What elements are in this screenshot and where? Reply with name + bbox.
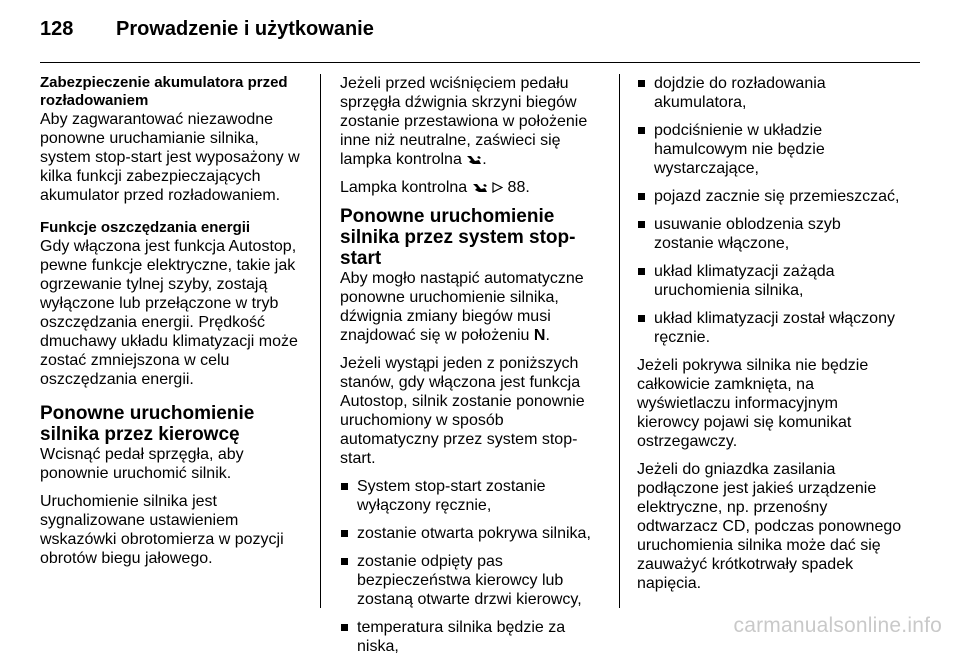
- paragraph: Uruchomienie silnika jest sygnalizowane ustawieniem wskazówki obrotomierza w pozycji obrotów biegu jałowego.: [40, 493, 284, 567]
- paragraph: Wcisnąć pedał sprzęgła, aby ponownie uruchomić silnik.: [40, 446, 244, 482]
- column-divider: [619, 74, 620, 608]
- paragraph-text: Jeżeli przed wciśnięciem pedału sprzęgła dźwignia skrzyni biegów zostanie przestawiona w położenie inne niż neutralne, zaświeci się lampka kontrolna: [340, 75, 588, 168]
- autostop-lamp-icon: [472, 183, 488, 193]
- watermark: carmanualsonline.info: [733, 614, 942, 637]
- condition-list: [340, 477, 596, 656]
- list-item: [637, 309, 903, 347]
- paragraph-text: Lampka kontrolna: [340, 179, 468, 196]
- section-heading: Ponowne uruchomienie silnika przez system stop-start: [340, 206, 576, 269]
- paragraph: [340, 269, 596, 345]
- list-item-text: podciśnienie w układzie hamulcowym nie będzie wystarczające,: [654, 122, 825, 177]
- list-item-text: układ klimatyzacji został włączony ręcznie.: [654, 310, 895, 346]
- paragraph-text: .: [482, 151, 487, 168]
- list-item-text: usuwanie oblodzenia szyb zostanie włączone,: [654, 216, 841, 252]
- bullet-square-icon: [341, 530, 348, 537]
- list-item-text: dojdzie do rozładowania akumulatora,: [654, 75, 826, 111]
- list-item: [637, 121, 903, 178]
- list-item: [637, 187, 903, 206]
- column-divider: [320, 74, 321, 608]
- header-rule: [40, 62, 920, 63]
- autostop-lamp-icon: [466, 155, 482, 165]
- bullet-square-icon: [341, 558, 348, 565]
- bullet-square-icon: [638, 193, 645, 200]
- paragraph: Gdy włączona jest funkcja Autostop, pewne funkcje elektryczne, takie jak ogrzewanie tylnej szyby, zostają wyłączone lub przełączone w tryb oszczędzania energii. Prędkość dmuchawy układu klimatyzacji może zostać zmniejszona w celu oszczędzania energii.: [40, 238, 298, 388]
- list-item: [340, 618, 596, 656]
- list-item-text: układ klimatyzacji zażąda uruchomienia silnika,: [654, 263, 835, 299]
- paragraph: Jeżeli wystąpi jeden z poniższych stanów, gdy włączona jest funkcja Autostop, silnik zostanie ponownie uruchomiony w sposób automatyczny przez system stop-start.: [340, 355, 585, 467]
- condition-list: [637, 74, 903, 347]
- bullet-square-icon: [638, 221, 645, 228]
- section-title: Zabezpieczenie akumulatora przed rozładowaniem: [40, 74, 288, 109]
- list-item-text: zostanie otwarta pokrywa silnika,: [357, 525, 591, 542]
- page-header: [40, 18, 374, 46]
- bullet-square-icon: [341, 483, 348, 490]
- paragraph-text: .: [545, 327, 550, 344]
- column-3: [637, 74, 903, 602]
- list-item: [637, 262, 903, 300]
- list-item: [340, 552, 596, 609]
- bullet-square-icon: [638, 268, 645, 275]
- list-item-text: temperatura silnika będzie za niska,: [357, 619, 566, 655]
- list-item-text: pojazd zacznie się przemieszczać,: [654, 188, 900, 205]
- bullet-square-icon: [638, 80, 645, 87]
- list-item-text: zostanie odpięty pas bezpieczeństwa kierowcy lub zostaną otwarte drzwi kierowcy,: [357, 553, 582, 608]
- section-title: Funkcje oszczędzania energii: [40, 219, 251, 236]
- page-reference-link[interactable]: 88.: [507, 179, 530, 196]
- bullet-square-icon: [638, 315, 645, 322]
- bullet-square-icon: [341, 624, 348, 631]
- paragraph-text: Aby mogło nastąpić automatyczne ponowne uruchomienie silnika, dźwignia zmiany biegów musi znajdować się w położeniu: [340, 270, 584, 344]
- list-item: [637, 215, 903, 253]
- column-2: [340, 74, 596, 665]
- list-item: [340, 477, 596, 515]
- paragraph: Jeżeli do gniazdka zasilania podłączone jest jakieś urządzenie elektryczne, np. przenośny odtwarzacz CD, podczas ponownego uruchomienia silnika może dać się zauważyć krótkotrwały spadek napięcia.: [637, 461, 902, 592]
- list-item: [340, 524, 596, 543]
- gear-position-label: N: [533, 327, 546, 344]
- paragraph: [340, 178, 596, 197]
- list-item: [637, 74, 903, 112]
- page-title: Prowadzenie i użytkowanie: [116, 18, 374, 40]
- page-number: 128: [40, 18, 74, 40]
- bullet-square-icon: [638, 127, 645, 134]
- section-heading: Ponowne uruchomienie silnika przez kierowcę: [40, 403, 255, 445]
- page-reference-icon[interactable]: [492, 182, 503, 193]
- list-item-text: System stop-start zostanie wyłączony ręcznie,: [357, 478, 546, 514]
- paragraph: Jeżeli pokrywa silnika nie będzie całkowicie zamknięta, na wyświetlaczu informacyjnym kierowcy pojawi się komunikat ostrzegawczy.: [637, 357, 869, 450]
- paragraph: [340, 74, 596, 169]
- column-1: [40, 74, 306, 577]
- paragraph: Aby zagwarantować niezawodne ponowne uruchamianie silnika, system stop-start jest wyposażony w kilka funkcji zabezpieczających akumulator przed rozładowaniem.: [40, 111, 300, 204]
